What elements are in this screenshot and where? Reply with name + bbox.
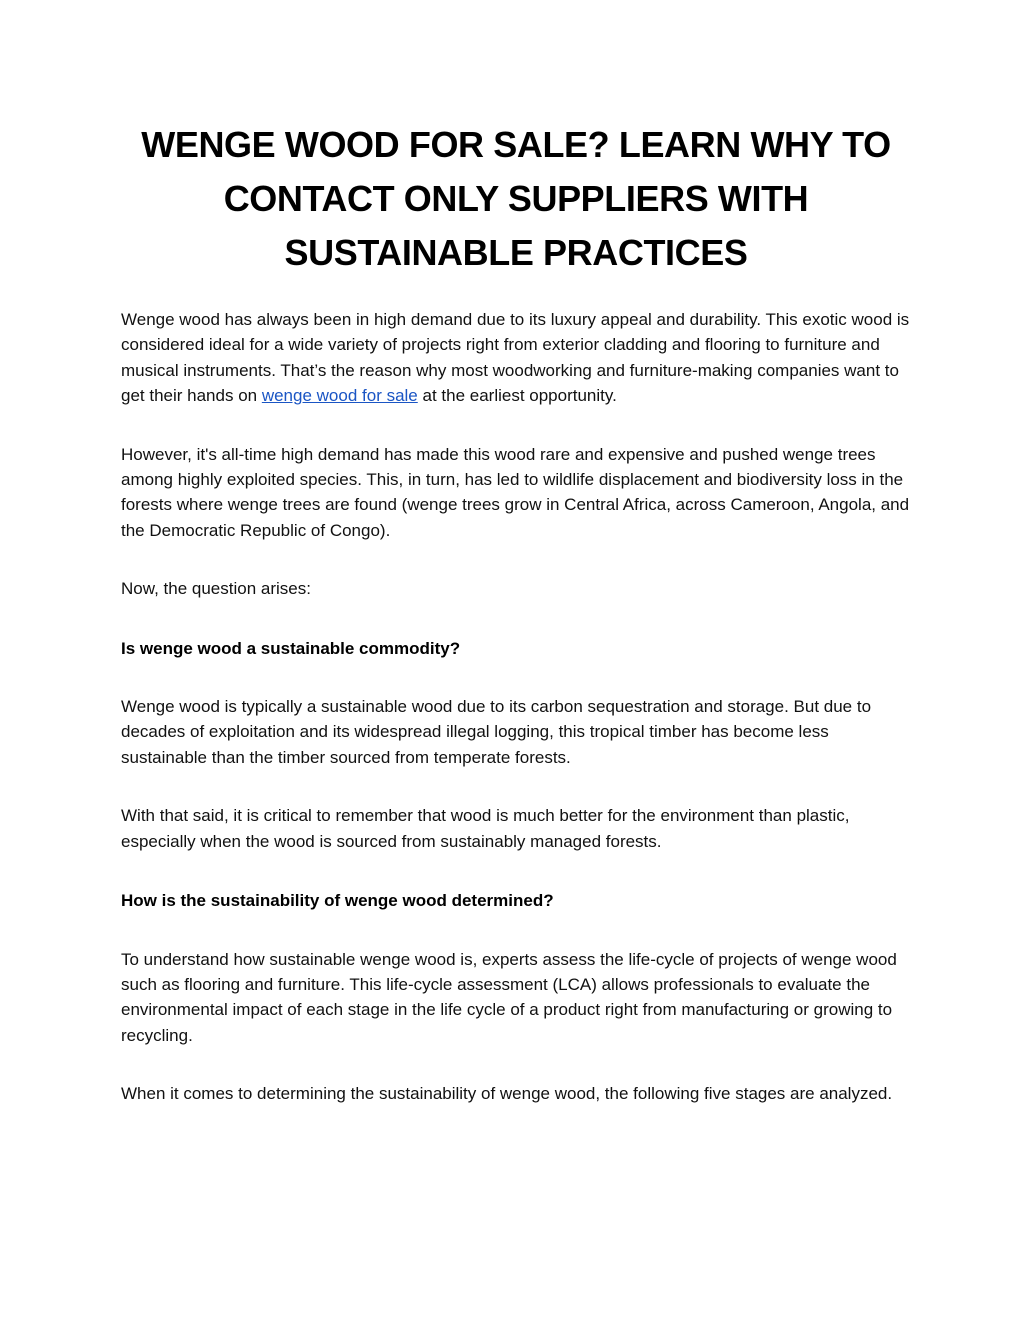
intro-paragraph — [121, 307, 911, 409]
environment-paragraph: With that said, it is critical to remember that wood is much better for the environment than plastic, especially when the wood is sourced from sustainably managed forests. — [121, 806, 850, 851]
sustainability-paragraph: Wenge wood is typically a sustainable wood due to its carbon sequestration and storage. But due to decades of exploitation and its widespread illegal logging, this tropical timber has become less sustainable than the timber sourced from temperate forests. — [121, 697, 872, 767]
title-line: WENGE WOOD FOR SALE? LEARN WHY TO — [141, 124, 891, 165]
wenge-wood-for-sale-link[interactable]: wenge wood for sale — [261, 386, 418, 406]
intro-text-end: at the earliest opportunity. — [417, 386, 617, 406]
section-heading: Is wenge wood a sustainable commodity? — [121, 638, 461, 658]
page-title — [121, 118, 911, 280]
question-paragraph: Now, the question arises: — [121, 579, 311, 599]
title-line: SUSTAINABLE PRACTICES — [284, 232, 748, 273]
demand-paragraph: However, it's all-time high demand has made this wood rare and expensive and pushed wenge trees among highly exploited species. This, in turn, has led to wildlife displacement and biodiversity loss in the forests where wenge trees are found (wenge trees grow in Central Africa, across Cameroon, Angola, and the Democratic Republic of Congo). — [121, 444, 910, 540]
title-line: CONTACT ONLY SUPPLIERS WITH — [223, 178, 809, 219]
intro-text: Wenge wood has always been in high demand due to its luxury appeal and durability. This exotic wood is considered ideal for a wide variety of projects right from exterior cladding and flooring to furniture and musical instruments. That’s the reason why most woodworking and furniture-making companies want to get their hands on — [121, 310, 910, 406]
section-heading: How is the sustainability of wenge wood determined? — [121, 891, 554, 911]
lca-paragraph: To understand how sustainable wenge wood is, experts assess the life-cycle of projects of wenge wood such as flooring and furniture. This life-cycle assessment (LCA) allows professionals to evaluate the environmental impact of each stage in the life cycle of a product right from manufacturing or growing to recycling. — [121, 949, 897, 1045]
document-page — [121, 118, 911, 1107]
stages-paragraph: When it comes to determining the sustainability of wenge wood, the following five stages are analyzed. — [121, 1084, 893, 1104]
